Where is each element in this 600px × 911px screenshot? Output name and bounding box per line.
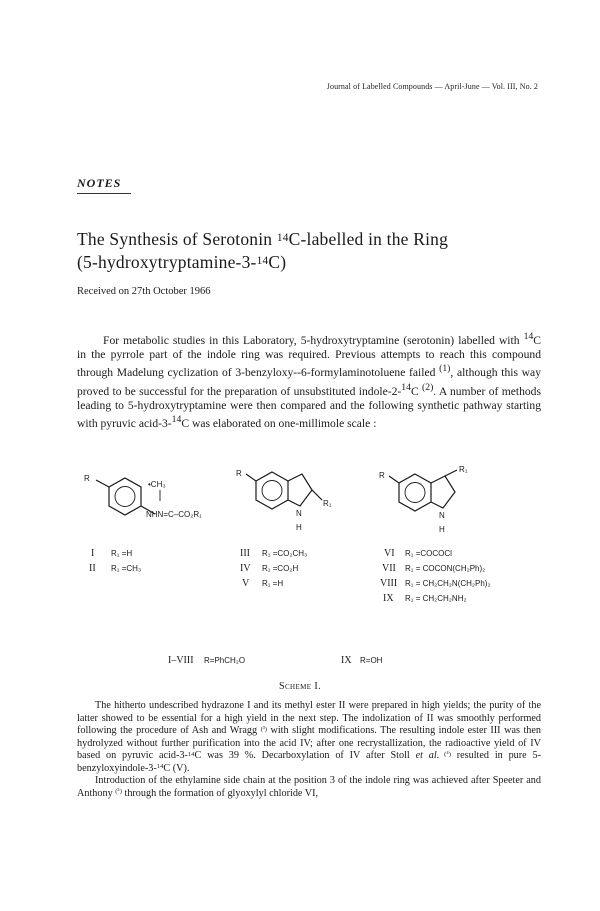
- compound-label: R₁ =H: [262, 579, 284, 588]
- body-text-run: C (V).: [163, 762, 190, 774]
- structure-indole-3: [389, 470, 457, 511]
- intro-text: C: [410, 384, 423, 398]
- intro-text: , although this way proved to be successful for the preparation of unsubstituted indole-2-: [77, 366, 541, 398]
- intro-text: C in the pyrrole part of the indole ring was required. Previous attempts to reach this compound through Madelung cyclization of 3-benzyloxy--6-formylaminotoluene failed: [77, 333, 541, 380]
- isotope-superscript: 14: [171, 414, 182, 426]
- intro-paragraph: [77, 330, 541, 431]
- isotope-superscript: 14: [401, 381, 411, 393]
- body-text-run: The hitherto undescribed hydrazone I and its methyl ester II were prepared in high yields; the purity of the latter showed to be essential for a high yield in the next step. The indolization of II was smoothly performed following the procedure of Ash and Wragg: [77, 700, 541, 736]
- isotope-superscript: 14: [523, 331, 534, 342]
- body-text: [77, 700, 541, 800]
- struct2-r1-label: R₁: [323, 499, 332, 508]
- compound-label: R₁ = COCON(CH₂Ph)₂: [405, 564, 486, 573]
- body-paragraph: [77, 700, 541, 775]
- compound-label: R₁ =CO₂CH₃: [262, 549, 308, 558]
- compound-label: R₁ =COCOCl: [405, 549, 452, 558]
- body-text-run: with slight modifications. The resulting indole ester III was then hydrolyzed without further purification into the acid IV; after one recrystallization, the radioactive yield of IV based on pyruvic acid-3-: [77, 725, 541, 761]
- struct1-methyl-label: •CH₃: [148, 480, 166, 489]
- compound-label: R₁ =CO₂H: [262, 564, 299, 573]
- compound-numeral: VII: [382, 563, 396, 574]
- struct3-n-label: N: [439, 511, 445, 520]
- struct2-n-label: N: [296, 509, 302, 518]
- article-title: [77, 228, 537, 274]
- struct3-r1-label: R₁: [459, 465, 468, 474]
- title-text: C-labelled in the Ring: [288, 229, 449, 249]
- struct2-h-label: H: [296, 523, 302, 532]
- running-head: Journal of Labelled Compounds — April-June — Vol. III, No. 2: [326, 82, 538, 91]
- reference-mark: (⁴): [439, 750, 451, 758]
- scheme-numeral-right: IX: [341, 655, 352, 666]
- scheme-caption: Scheme I.: [279, 681, 321, 692]
- section-rule: [77, 193, 131, 194]
- section-label: NOTES: [77, 176, 122, 190]
- title-text: (5-hydroxytryptamine-3-: [77, 252, 257, 272]
- compound-numeral: III: [240, 548, 250, 559]
- reference-mark: (⁵): [115, 788, 122, 796]
- structure-indole-2: [246, 472, 322, 509]
- reaction-scheme: [0, 460, 600, 685]
- isotope-superscript: 14: [187, 750, 195, 758]
- scheme-figure: [0, 460, 600, 685]
- body-paragraph: [77, 775, 541, 800]
- title-superscript: 14: [256, 255, 269, 268]
- body-text-run: resulted in pure 5-benzyloxyindole-3-: [77, 750, 541, 774]
- compound-numeral: V: [242, 578, 250, 589]
- compound-numeral: IV: [240, 563, 251, 574]
- compound-numeral: VIII: [380, 578, 398, 589]
- struct3-r-label: R: [379, 471, 385, 480]
- intro-text: For metabolic studies in this Laboratory, 5-hydroxytryptamine (serotonin) labelled with: [103, 333, 524, 347]
- et-al: et al.: [415, 750, 440, 761]
- intro-text: C was elaborated on one-millimole scale :: [181, 416, 377, 430]
- scheme-substituent-left: R=PhCH₂O: [204, 656, 246, 665]
- struct1-side-chain: NHN=C–CO₂R₁: [146, 510, 202, 519]
- body-text-run: through the formation of glyoxylyl chloride VI,: [121, 787, 319, 799]
- compound-label: R₁ = CH₂CH₂NH₂: [405, 594, 467, 603]
- title-superscript: 14: [276, 232, 289, 245]
- scheme-substituent-right: R=OH: [360, 656, 383, 665]
- compound-label: R₁ =CH₃: [111, 564, 142, 573]
- intro-text: . A number of methods leading to 5-hydroxytryptamine were then compared and the following synthetic pathway starting with pyruvic acid-3-: [77, 384, 541, 430]
- title-text: C): [268, 252, 287, 272]
- compound-label: R₁ = CH₂CH₂N(CH₂Ph)₂: [405, 579, 491, 588]
- struct2-r-label: R: [236, 469, 242, 478]
- reference-mark: (2): [422, 381, 434, 393]
- reference-mark: (1): [439, 363, 451, 375]
- compound-numeral: II: [89, 563, 96, 574]
- body-text-run: C was 39 %. Decarboxylation of IV after Stoll: [194, 750, 416, 761]
- body-text-run: Introduction of the ethylamine side chain at the position 3 of the indole ring was achieved after Speeter and Anthony: [77, 775, 541, 799]
- scheme-range: I–VIII: [168, 655, 194, 666]
- isotope-superscript: 14: [156, 763, 164, 771]
- compound-numeral: I: [91, 548, 95, 559]
- received-date: Received on 27th October 1966: [77, 286, 211, 297]
- compound-numeral: IX: [383, 593, 394, 604]
- reference-mark: (³): [260, 725, 267, 733]
- title-text: The Synthesis of Serotonin: [77, 229, 277, 249]
- struct1-r-label: R: [84, 474, 90, 483]
- struct3-h-label: H: [439, 525, 445, 534]
- compound-label: R₁ =H: [111, 549, 133, 558]
- compound-numeral: VI: [384, 548, 395, 559]
